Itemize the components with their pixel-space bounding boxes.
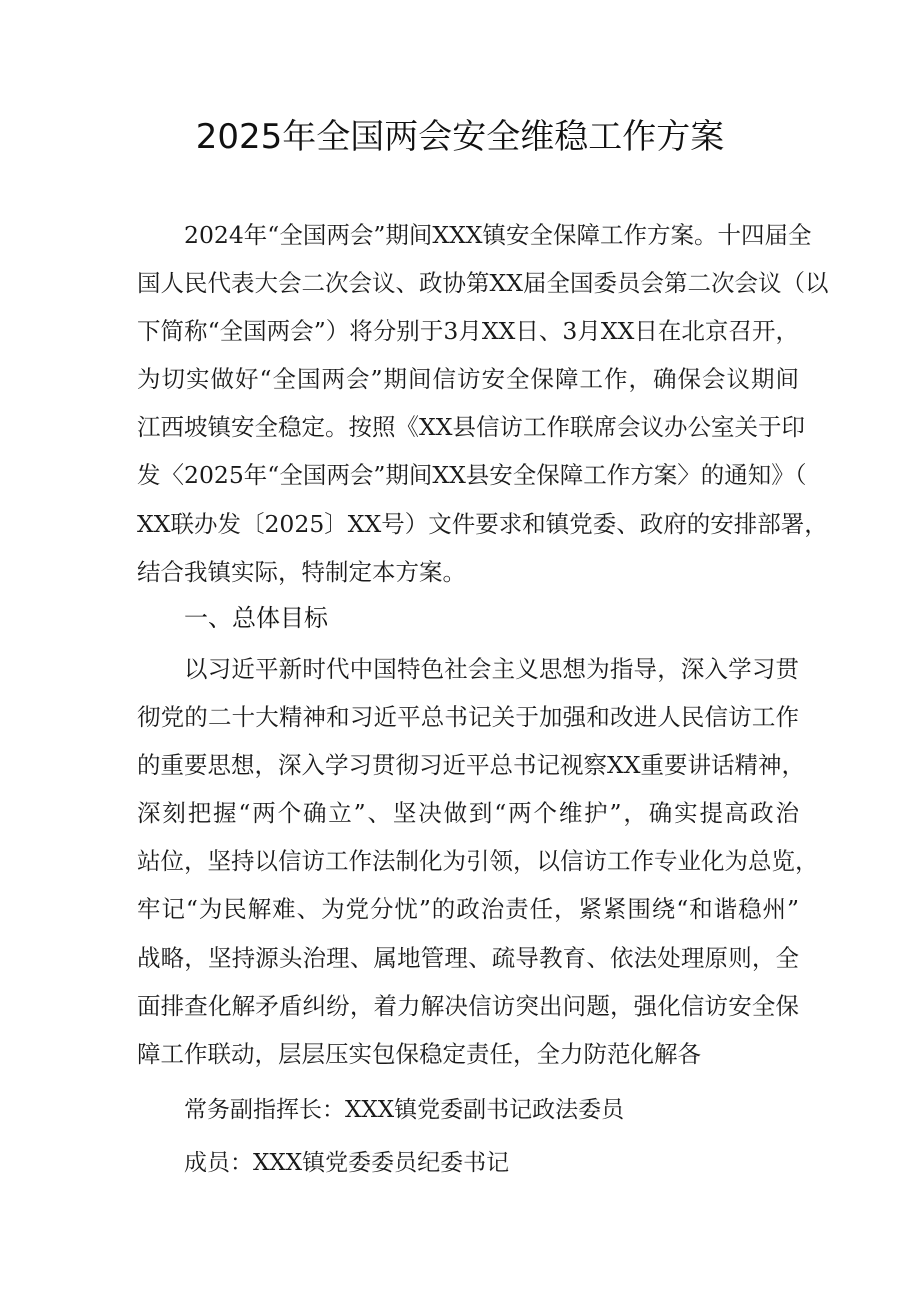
document-title: 2025年全国两会安全维稳工作方案	[195, 117, 725, 157]
member-entry-deputy-commander: 常务副指挥长：XXX镇党委副书记政法委员	[184, 1097, 625, 1123]
overall-goal-paragraph	[137, 645, 819, 1078]
intro-line: 2024年“全国两会”期间XXX镇安全保障工作方案。十四届全	[184, 221, 812, 249]
intro-line: 为切实做好“全国两会”期间信访安全保障工作，确保会议期间	[137, 365, 799, 394]
goal-line: 障工作联动，层层压实包保稳定责任，全力防范化解各	[137, 1039, 701, 1068]
intro-line: 发〈2025年“全国两会”期间XX县安全保障工作方案〉的通知》（	[137, 461, 807, 490]
goal-line: 彻党的二十大精神和习近平总书记关于加强和改进人民信访工作	[137, 703, 799, 732]
goal-line: 面排查化解矛盾纠纷，着力解决信访突出问题，强化信访安全保	[137, 991, 799, 1020]
intro-line: 国人民代表大会二次会议、政协第XX届全国委员会第二次会议（以	[137, 269, 829, 298]
section-heading-overall-goal: 一、总体目标	[184, 604, 328, 632]
intro-paragraph	[137, 211, 829, 596]
goal-line: 的重要思想，深入学习贯彻习近平总书记视察XX重要讲话精神，	[137, 751, 805, 780]
intro-line: 结合我镇实际，特制定本方案。	[137, 557, 466, 586]
intro-line: XX联办发〔2025〕XX号）文件要求和镇党委、政府的安排部署，	[137, 509, 828, 538]
goal-line: 站位，坚持以信访工作法制化为引领，以信访工作专业化为总览，	[137, 847, 819, 876]
goal-line: 深刻把握“两个确立”、坚决做到“两个维护”，确实提高政治	[137, 799, 799, 828]
goal-line: 以习近平新时代中国特色社会主义思想为指导，深入学习贯	[184, 655, 799, 683]
intro-line: 江西坡镇安全稳定。按照《XX县信访工作联席会议办公室关于印	[137, 413, 805, 442]
intro-line: 下简称“全国两会”）将分别于3月XX日、3月XX日在北京召开，	[137, 317, 799, 346]
goal-line: 战略，坚持源头治理、属地管理、疏导教育、依法处理原则，全	[137, 943, 799, 972]
member-entry-member: 成员：XXX镇党委委员纪委书记	[184, 1150, 510, 1176]
goal-line: 牢记“为民解难、为党分忧”的政治责任，紧紧围绕“和谐稳州”	[137, 895, 799, 924]
